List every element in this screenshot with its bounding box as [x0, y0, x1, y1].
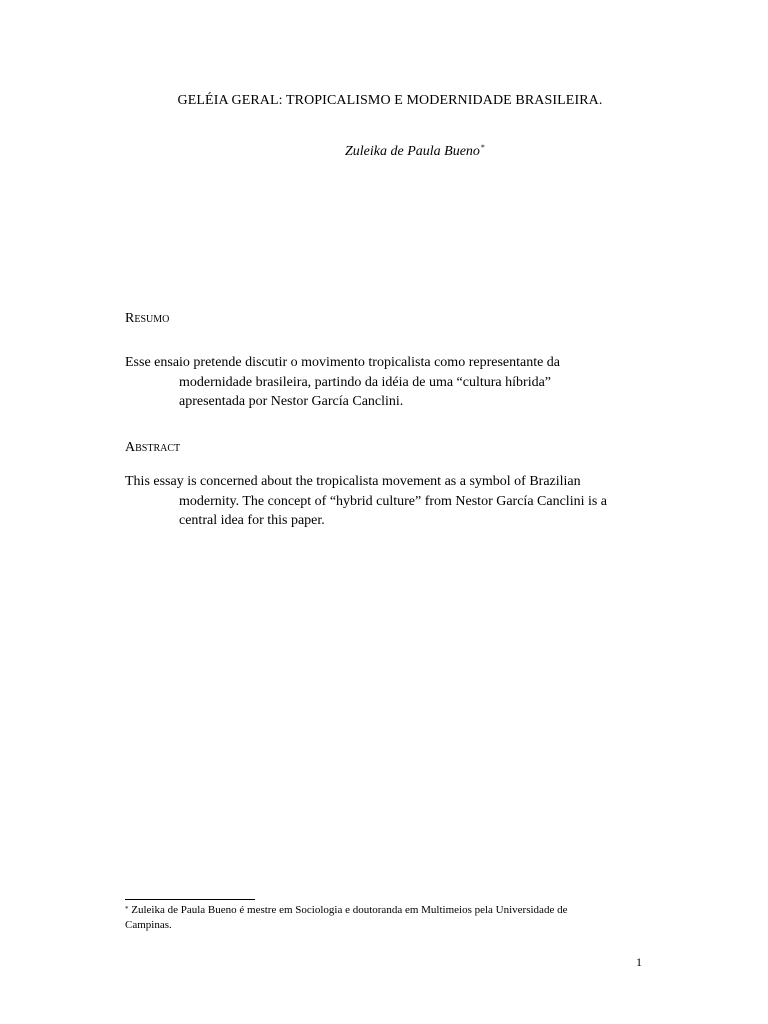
- document-title: GELÉIA GERAL: TROPICALISMO E MODERNIDADE BRASILEIRA.: [177, 93, 603, 108]
- abstract-paragraph: [125, 472, 645, 531]
- author-line: [345, 144, 485, 160]
- footnote-separator: [125, 899, 255, 900]
- abstract-line: central idea for this paper.: [179, 513, 325, 528]
- footnote: [125, 903, 645, 933]
- resumo-line: Esse ensaio pretende discutir o movimento tropicalista como representante da: [125, 355, 561, 370]
- resumo-line: apresentada por Nestor García Canclini.: [179, 394, 404, 409]
- resumo-heading: Resumo: [125, 311, 170, 326]
- resumo-paragraph: [125, 353, 645, 412]
- page-number: 1: [636, 955, 642, 969]
- author-name: Zuleika de Paula Bueno: [345, 144, 480, 159]
- footnote-marker[interactable]: *: [480, 143, 485, 152]
- footnote-mark: *: [125, 905, 129, 913]
- abstract-line: This essay is concerned about the tropicalista movement as a symbol of Brazilian: [125, 474, 581, 489]
- resumo-line: modernidade brasileira, partindo da idéia de uma “cultura híbrida”: [179, 374, 552, 390]
- abstract-heading: Abstract: [125, 440, 181, 455]
- footnote-line: [125, 903, 645, 918]
- footnote-text: Zuleika de Paula Bueno é mestre em Sociologia e doutoranda em Multimeios pela Universidade de: [131, 904, 568, 916]
- footnote-line: Campinas.: [125, 919, 172, 931]
- abstract-line: modernity. The concept of “hybrid culture” from Nestor García Canclini is a: [179, 493, 608, 509]
